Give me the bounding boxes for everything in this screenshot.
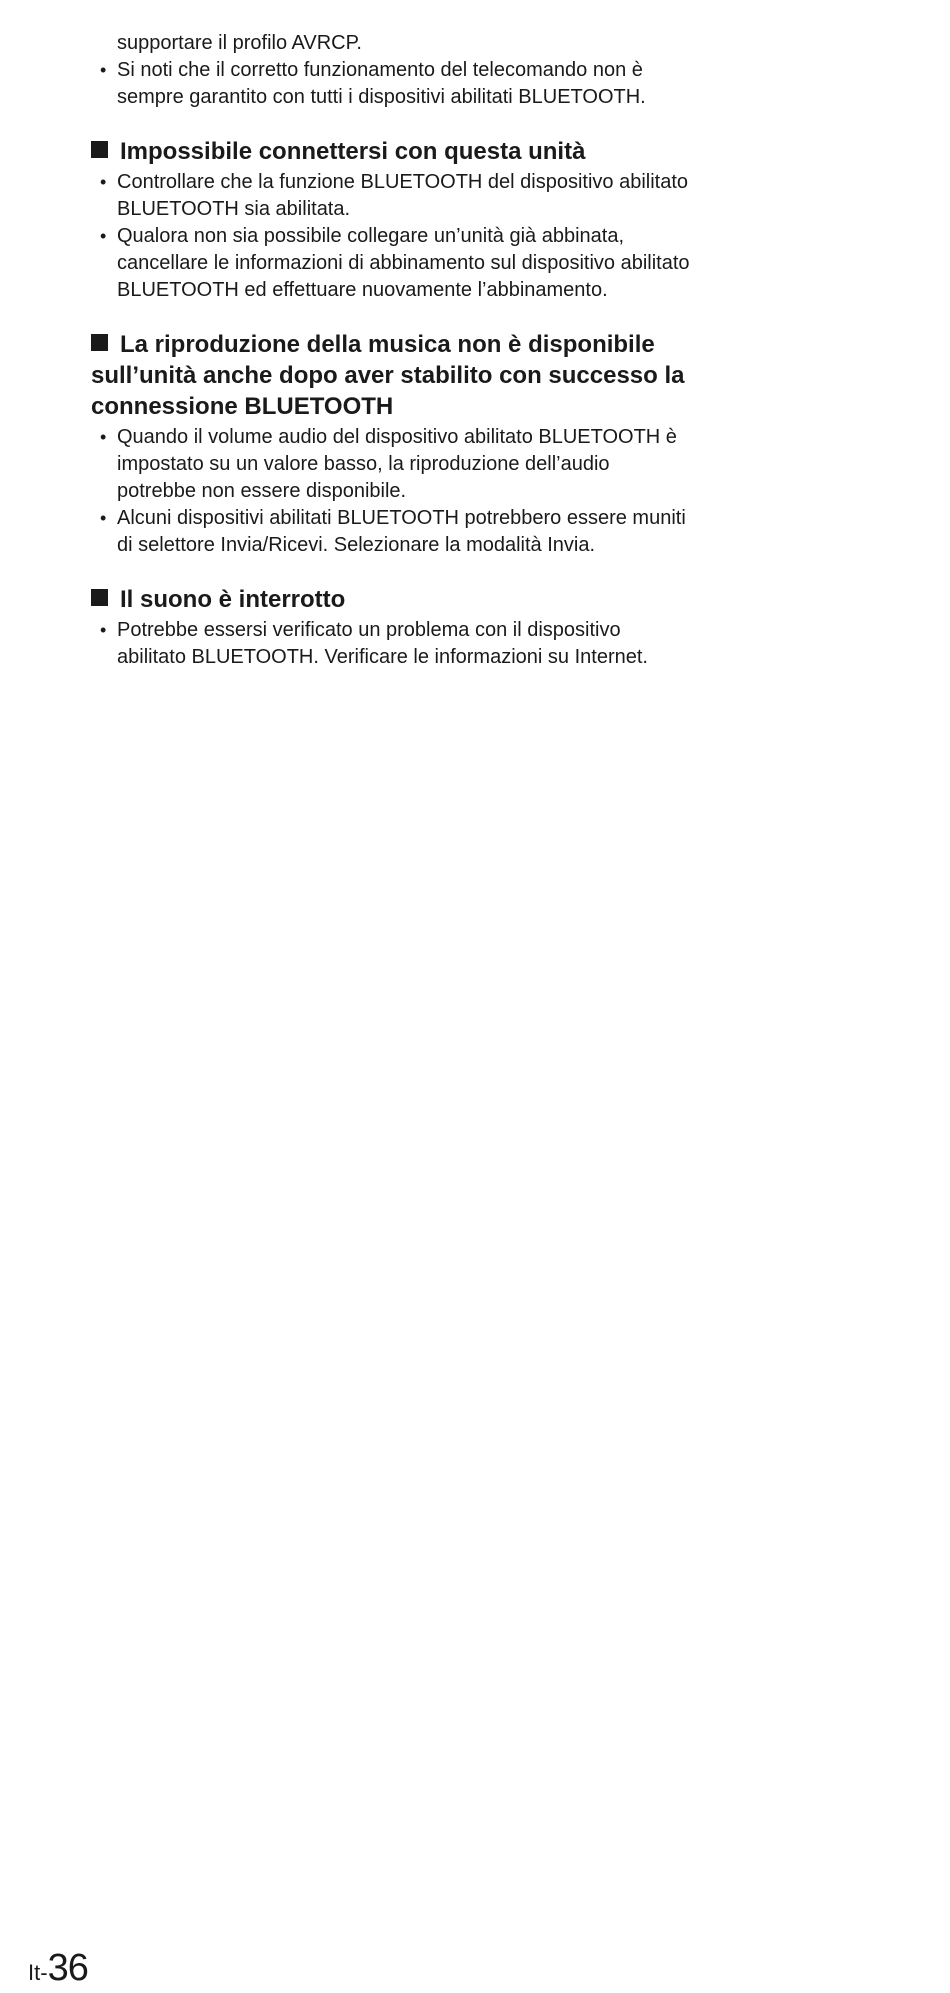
square-bullet-icon	[91, 141, 108, 158]
section-music-playback	[91, 329, 691, 559]
bullet-marker: •	[100, 60, 107, 80]
section-cannot-connect	[91, 136, 691, 304]
page-content	[91, 30, 691, 671]
bullet-marker: •	[100, 508, 107, 528]
section-bullet-list	[91, 169, 691, 304]
bullet-item	[91, 424, 691, 505]
section-bullet-list	[91, 617, 691, 671]
section-heading: Impossibile connettersi con questa unità	[91, 136, 691, 167]
bullet-marker: •	[100, 226, 107, 246]
continued-bullet-list	[91, 57, 691, 111]
bullet-text: Qualora non sia possibile collegare un’unità già abbinata, cancellare le informazioni di abbinamento sul dispositivo abilitato BLUETOOTH ed effettuare nuovamente l’abbinamento.	[117, 225, 690, 301]
bullet-item	[91, 617, 691, 671]
square-bullet-icon	[91, 589, 108, 606]
bullet-text: Potrebbe essersi verificato un problema con il dispositivo abilitato BLUETOOTH. Verificare le informazioni su Internet.	[117, 619, 648, 668]
section-bullet-list	[91, 424, 691, 559]
bullet-marker: •	[100, 620, 107, 640]
bullet-marker: •	[100, 427, 107, 447]
section-heading: La riproduzione della musica non è disponibile sull’unità anche dopo aver stabilito con successo la connessione BLUETOOTH	[91, 331, 685, 420]
section-heading: Il suono è interrotto	[91, 584, 691, 615]
bullet-item	[91, 223, 691, 304]
bullet-item	[91, 505, 691, 559]
bullet-text: Si noti che il corretto funzionamento del telecomando non è sempre garantito con tutti i dispositivi abilitati BLUETOOTH.	[117, 59, 646, 108]
page-number-value: 36	[47, 1947, 88, 1989]
section-sound-interrupted	[91, 584, 691, 671]
square-bullet-icon	[91, 334, 108, 351]
bullet-text: Quando il volume audio del dispositivo abilitato BLUETOOTH è impostato su un valore basso, la riproduzione dell’audio potrebbe non essere disponibile.	[117, 426, 677, 502]
bullet-marker: •	[100, 172, 107, 192]
continued-text: supportare il profilo AVRCP.	[117, 32, 362, 54]
bullet-text: Alcuni dispositivi abilitati BLUETOOTH potrebbero essere muniti di selettore Invia/Ricevi. Selezionare la modalità Invia.	[117, 507, 686, 556]
bullet-text: Controllare che la funzione BLUETOOTH del dispositivo abilitato BLUETOOTH sia abilitata.	[117, 171, 689, 220]
page-number-prefix: It-	[28, 1960, 48, 1985]
page-number	[28, 1948, 88, 1993]
bullet-item	[91, 169, 691, 223]
bullet-item	[91, 57, 691, 111]
